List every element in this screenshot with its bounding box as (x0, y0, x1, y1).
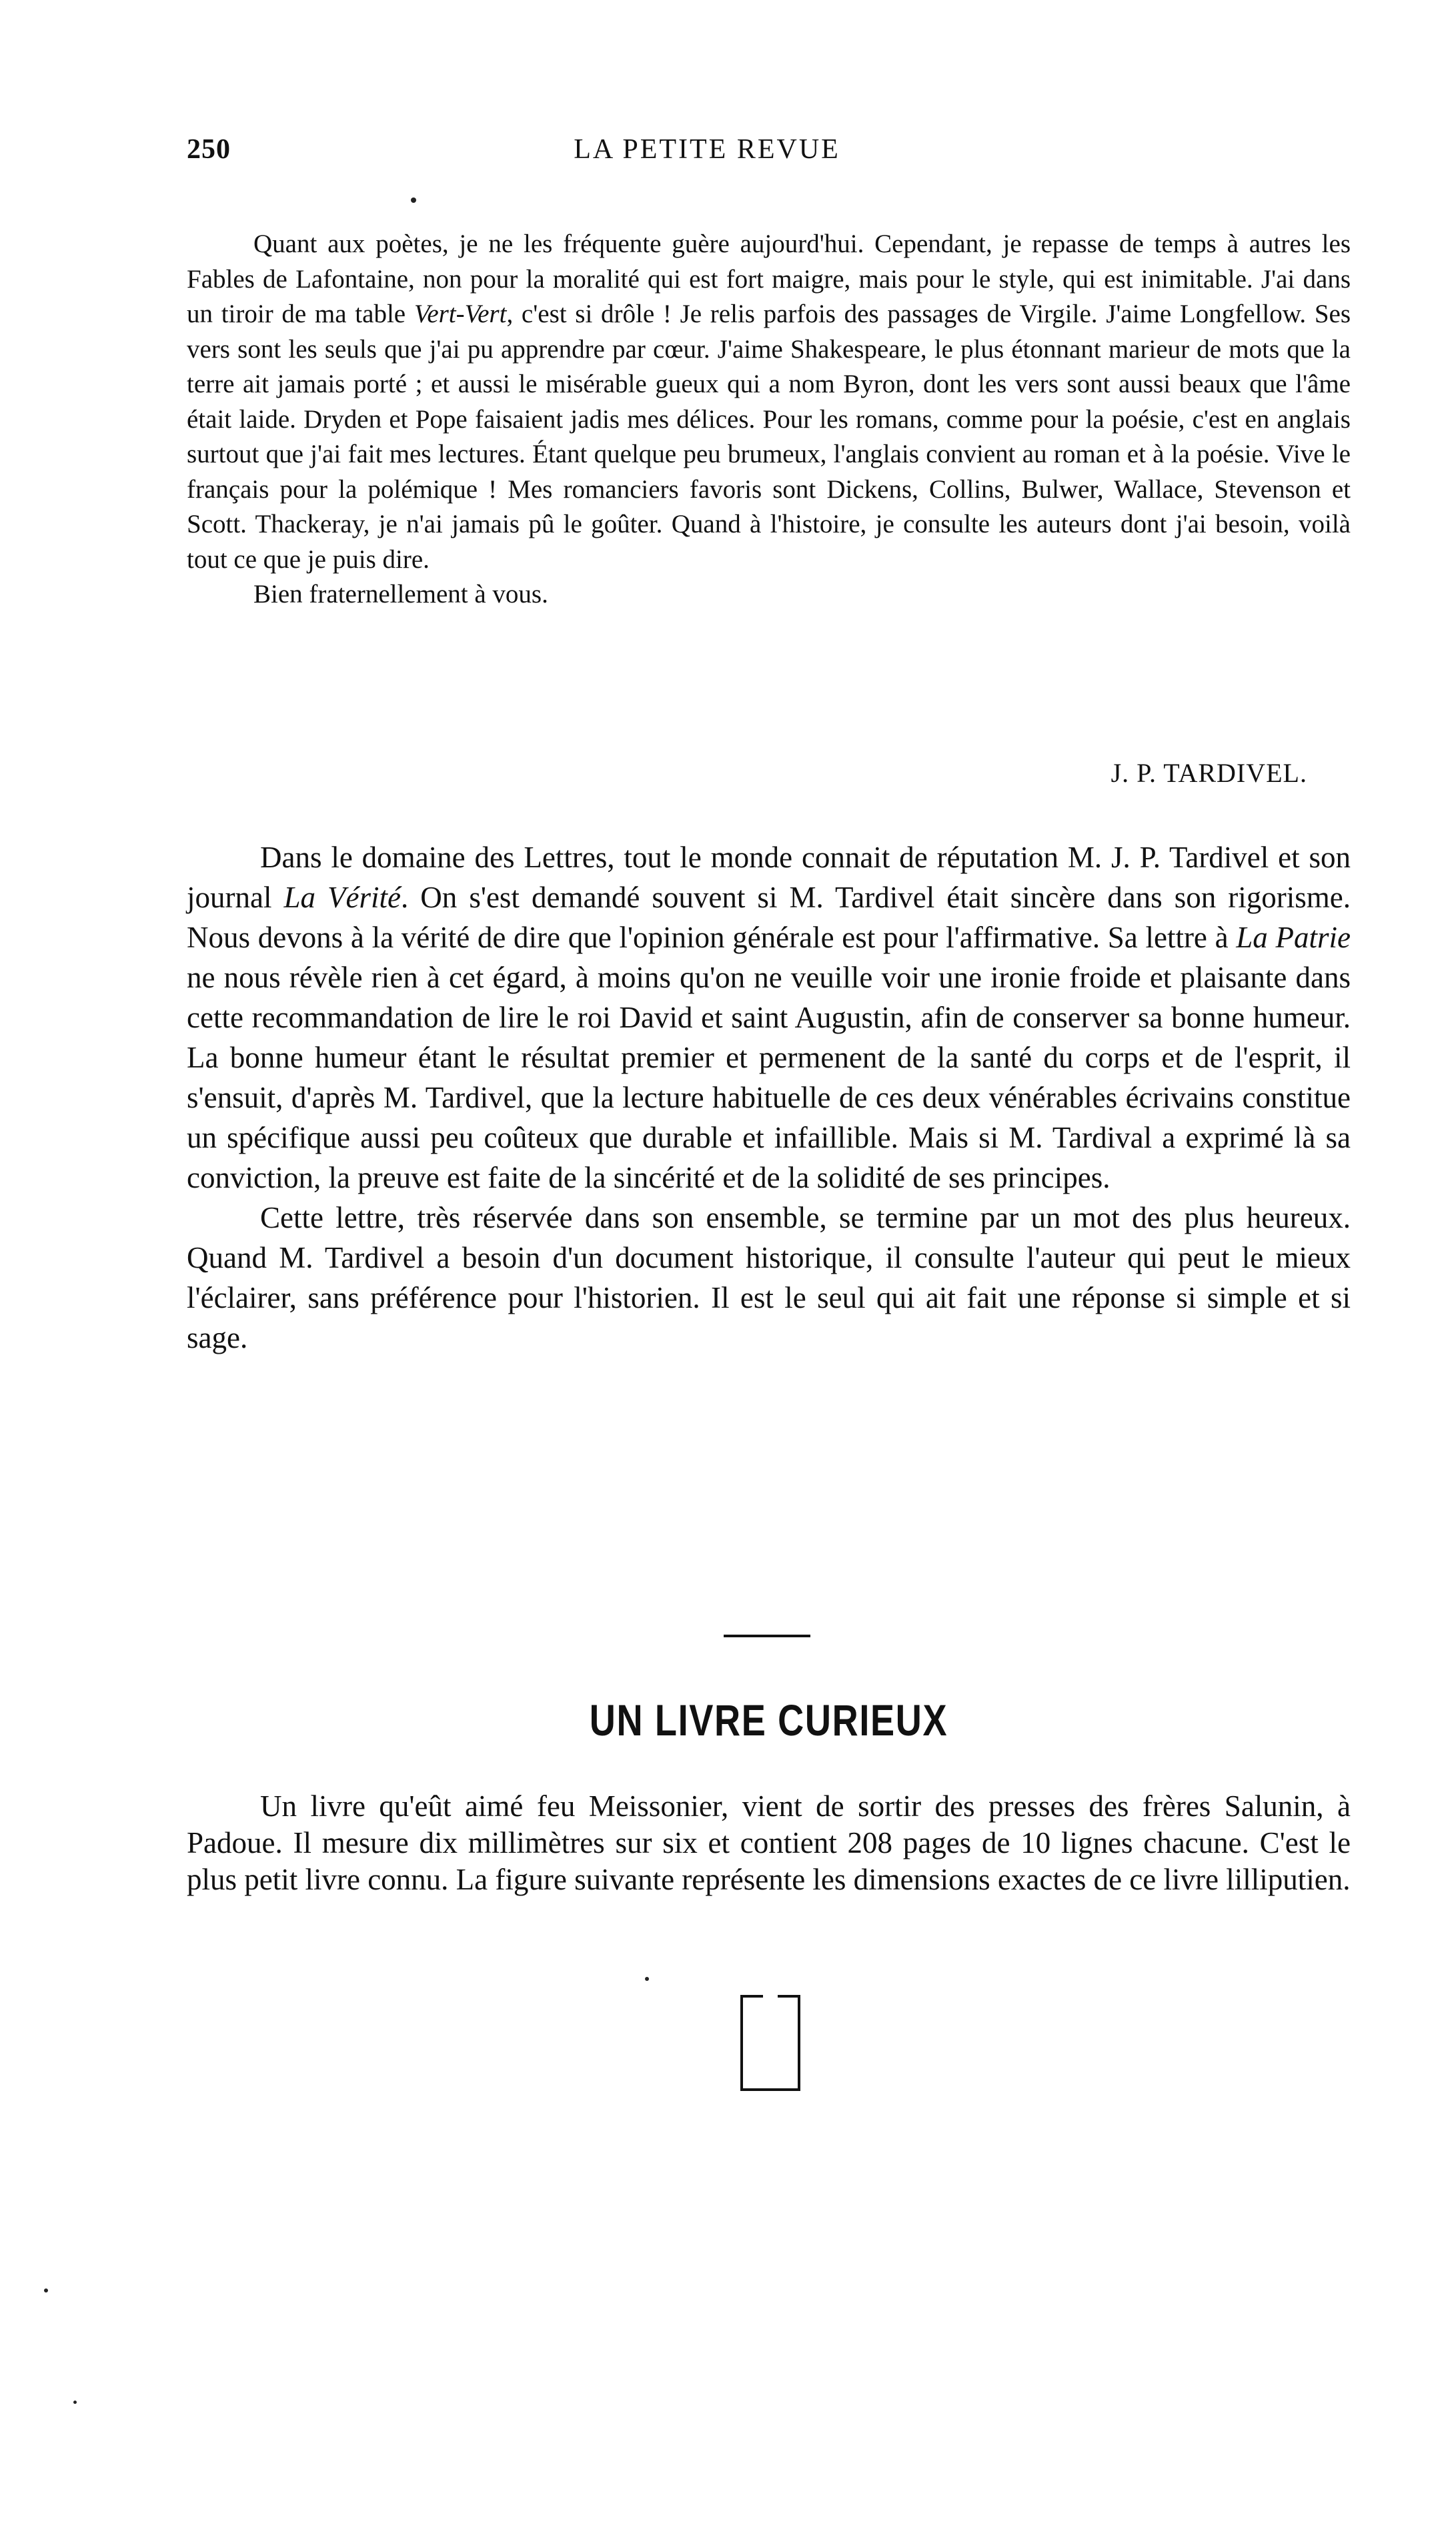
print-speck (73, 2401, 77, 2404)
title-la-patrie: La Patrie (1236, 921, 1351, 954)
letter-paragraph: Quant aux poètes, je ne les fréquente guère aujourd'hui. Cependant, je repasse de temps à autres les Fables de Lafontaine, non pour la moralité qui est fort maigre, mais pour le style, qui est inimitable. J'ai dans un tiroir de ma table Vert-Vert, c'est si drôle ! Je relis parfois des passages de Virgile. J'aime Longfellow. Ses vers sont les seuls que j'ai pu apprendre par cœur. J'aime Shakespeare, le plus étonnant marieur de mots que la terre ait jamais porté ; et aussi le misérable gueux qui a nom Byron, dont les vers sont aussi beaux que l'âme était laide. Dryden et Pope faisaient jadis mes délices. Pour les romans, comme pour la poésie, c'est en anglais surtout que j'ai fait mes lectures. Étant quelque peu brumeux, l'anglais convient au roman et à la poésie. Vive le français pour la polémique ! Mes romanciers favoris sont Dickens, Collins, Bulwer, Wallace, Stevenson et Scott. Thackeray, je n'ai jamais pû le goûter. Quand à l'histoire, je consulte les auteurs dont j'ai besoin, voilà tout ce que je puis dire. (187, 230, 1351, 574)
commentary-paragraph-1: Dans le domaine des Lettres, tout le monde connait de réputation M. J. P. Tardivel et son journal La Vérité. On s'est demandé souvent si M. Tardivel était sincère dans son rigorisme. Nous devons à la vérité de dire que l'opinion générale est pour l'affirmative. Sa lettre à La Patrie ne nous révèle rien à cet égard, à moins qu'on ne veuille voir une ironie froide et plaisante dans cette recommandation de lire le roi David et saint Augustin, afin de conserver sa bonne humeur. La bonne humeur étant le résultat premier et permenent de la santé du corps et de l'esprit, il s'ensuit, d'après M. Tardivel, que la lecture habituelle de ces deux vénérables écrivains constitue un spécifique aussi peu coûteux que durable et infaillible. Mais si M. Tardival a exprimé là sa conviction, la preuve est faite de la sincérité et de la solidité de ses principes. (187, 841, 1351, 1194)
letter-closing: Bien fraternellement à vous. (253, 580, 548, 608)
section-divider (724, 1635, 810, 1637)
page-number: 250 (187, 134, 231, 165)
lilliputian-book-figure (740, 1995, 800, 2091)
commentary-body (187, 837, 1351, 1358)
print-speck (44, 2288, 48, 2292)
title-vert-vert: Vert-Vert (414, 300, 507, 328)
section-body (187, 1788, 1351, 1898)
print-speck (645, 1977, 649, 1981)
print-speck (411, 197, 416, 203)
section-paragraph: Un livre qu'eût aimé feu Meissonier, vient de sortir des presses des frères Salunin, à Padoue. Il mesure dix millimètres sur six et contient 208 pages de 10 lignes chacune. C'est le plus petit livre connu. La figure suivante représente les dimensions exactes de ce livre lilliputien. (187, 1789, 1351, 1896)
letter-body (187, 227, 1351, 612)
running-head (187, 133, 1227, 180)
commentary-paragraph-2: Cette lettre, très réservée dans son ensemble, se termine par un mot des plus heureux. Quand M. Tardivel a besoin d'un document historique, il consulte l'auteur qui peut le mieux l'éclairer, sans préférence pour l'historien. Il est le seul qui ait fait une réponse si simple et si sage. (187, 1201, 1351, 1354)
section-heading: UN LIVRE CURIEUX (589, 1695, 948, 1745)
title-la-verite: La Vérité (283, 881, 402, 914)
letter-signature: J. P. TARDIVEL. (1111, 758, 1307, 788)
journal-title: LA PETITE REVUE (574, 134, 840, 165)
